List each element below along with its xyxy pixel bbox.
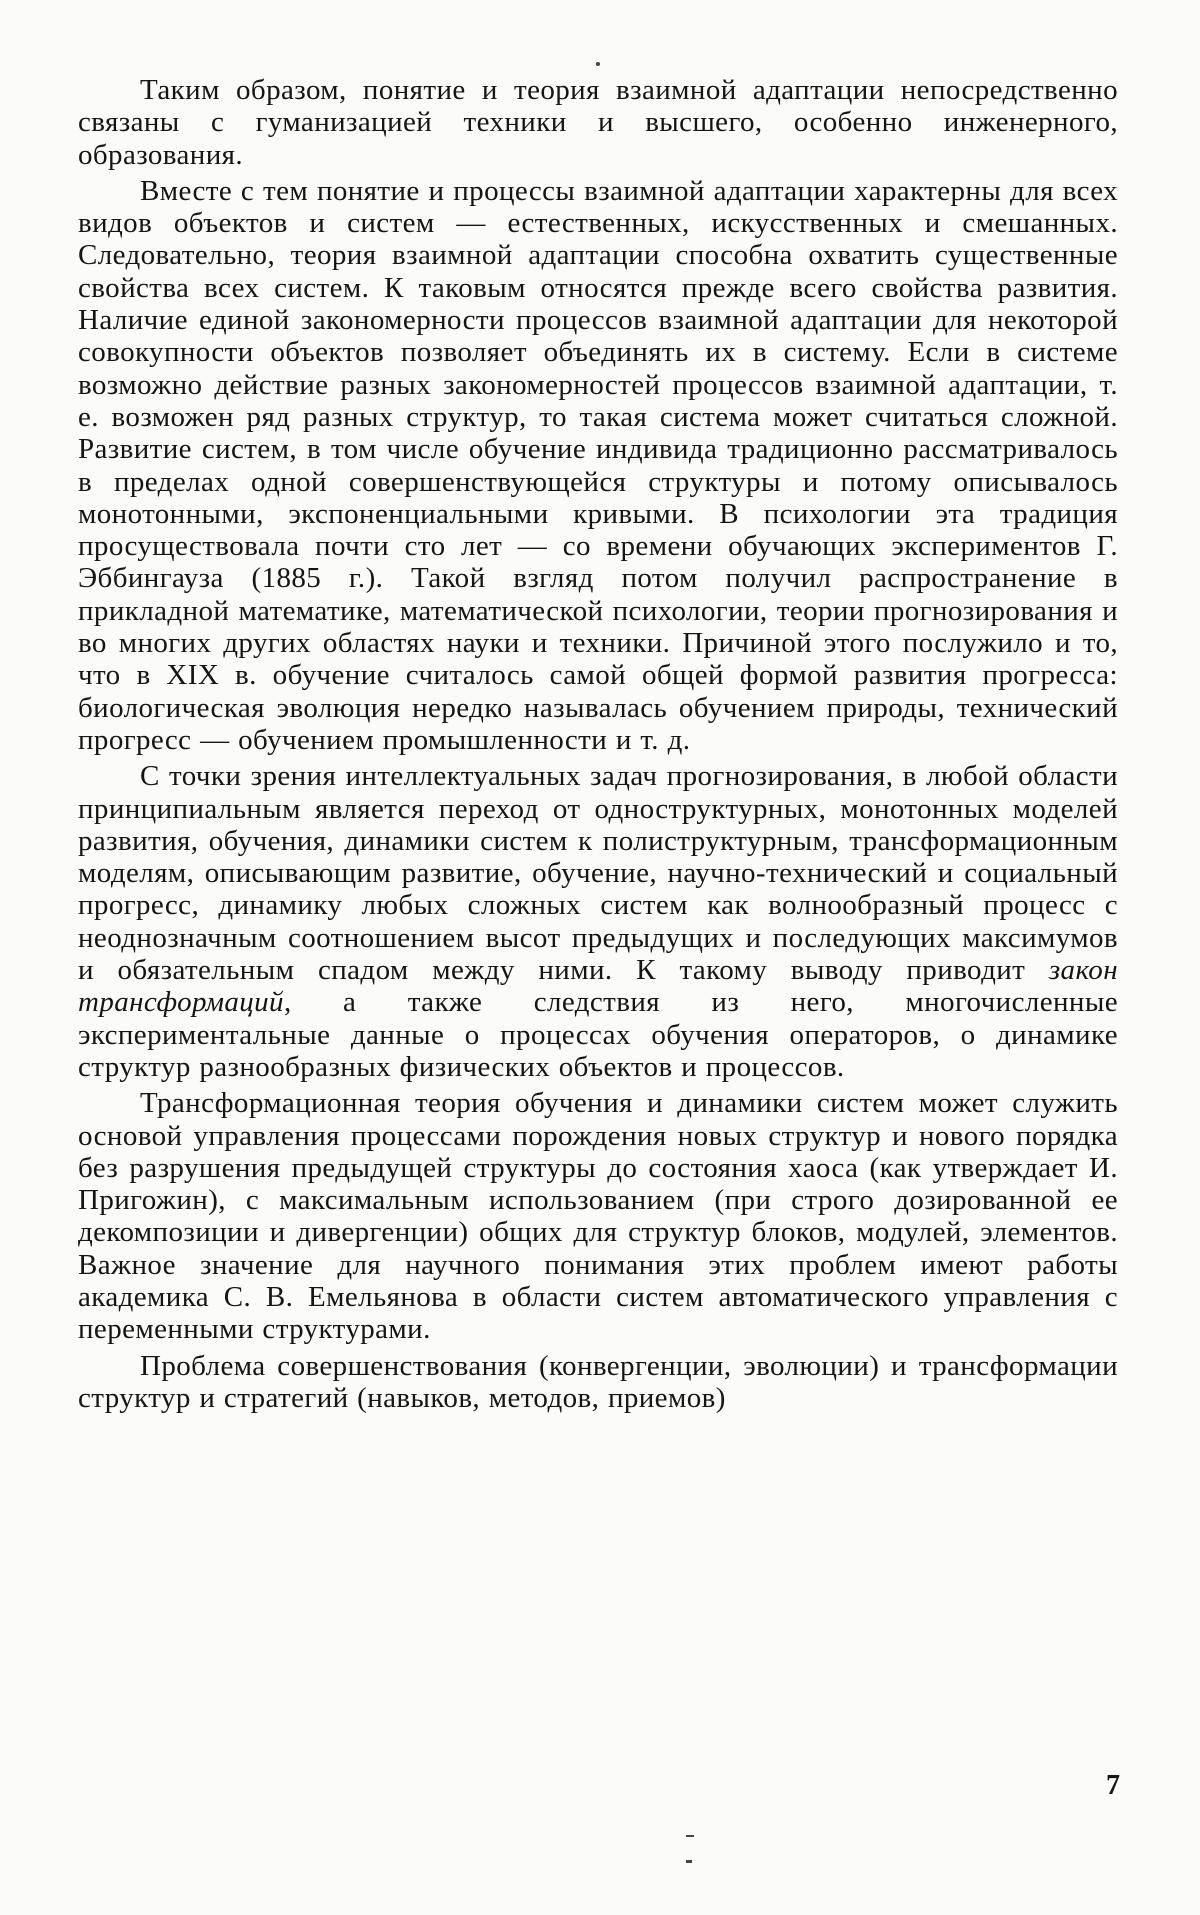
paragraph-5: Проблема совершенствования (конвергенции, эволюции) и трансформации структур и стратегий (навыков, методов, приемов) — [78, 1349, 1118, 1414]
paragraph-3-text-before: С точки зрения интеллектуальных задач прогнозирования, в любой области принципиальным является переход от одноструктурных, монотонных моделей развития, обучения, динамики систем к полиструктурным, трансформационным моделям, описывающим развитие, обучение, научно-технический и социальный прогресс, динамику любых сложных систем как волнообразный процесс с неоднозначным соотношением высот предыдущих и последующих максимумов и обязательным спадом между ними. К такому выводу приводит — [78, 760, 1118, 987]
page-number: 7 — [1106, 1770, 1120, 1801]
speck-mark — [596, 62, 600, 66]
emphasized-term: закон трансформаций — [78, 954, 1118, 1019]
speck-mark — [686, 1860, 692, 1863]
paragraph-2: Вместе с тем понятие и процессы взаимной адаптации характерны для всех видов объектов и систем — естественных, искусственных и смешанных. Следовательно, теория взаимной адаптации способна охватить существенные свойства всех систем. К таковым относятся прежде всего свойства развития. Наличие единой закономерности процессов взаимной адаптации для некоторой совокупности объектов позволяет объединять их в систему. Если в системе возможно действие разных закономерностей процессов взаимной адаптации, т. е. возможен ряд разных структур, то такая система может считаться сложной. Развитие систем, в том числе обучение индивида традиционно рассматривалось в пределах одной совершенствующейся структуры и потому описывалось монотонными, экспоненциальными кривыми. В психологии эта традиция просуществовала почти сто лет — со времени обучающих экспериментов Г. Эббингауза (1885 г.). Такой взгляд потом получил распространение в прикладной математике, математической психологии, теории прогнозирования и во многих других областях науки и техники. Причиной этого послужило и то, что в XIX в. обучение считалось самой общей формой развития прогресса: биологическая эволюция нередко называлась обучением природы, технический прогресс — обучением промышленности и т. д. — [78, 174, 1118, 756]
page-body — [78, 74, 1118, 1414]
speck-mark — [686, 1835, 694, 1837]
paragraph-3 — [78, 760, 1118, 1083]
paragraph-4: Трансформационная теория обучения и динамики систем может служить основой управления процессами порождения новых структур и нового порядка без разрушения предыдущей структуры до состояния хаоса (как утверждает И. Пригожин), с максимальным использованием (при строго дозированной ее декомпозиции и дивергенции) общих для структур блоков, модулей, элементов. Важное значение для научного понимания этих проблем имеют работы академика С. В. Емельянова в области систем автоматического управления с переменными структурами. — [78, 1087, 1118, 1346]
paragraph-3-text-after: , а также следствия из него, многочисленные экспериментальные данные о процессах обучения операторов, о динамике структур разнообразных физических объектов и процессов. — [78, 986, 1118, 1083]
paragraph-1: Таким образом, понятие и теория взаимной адаптации непосредственно связаны с гуманизацией техники и высшего, особенно инженерного, образования. — [78, 74, 1118, 171]
